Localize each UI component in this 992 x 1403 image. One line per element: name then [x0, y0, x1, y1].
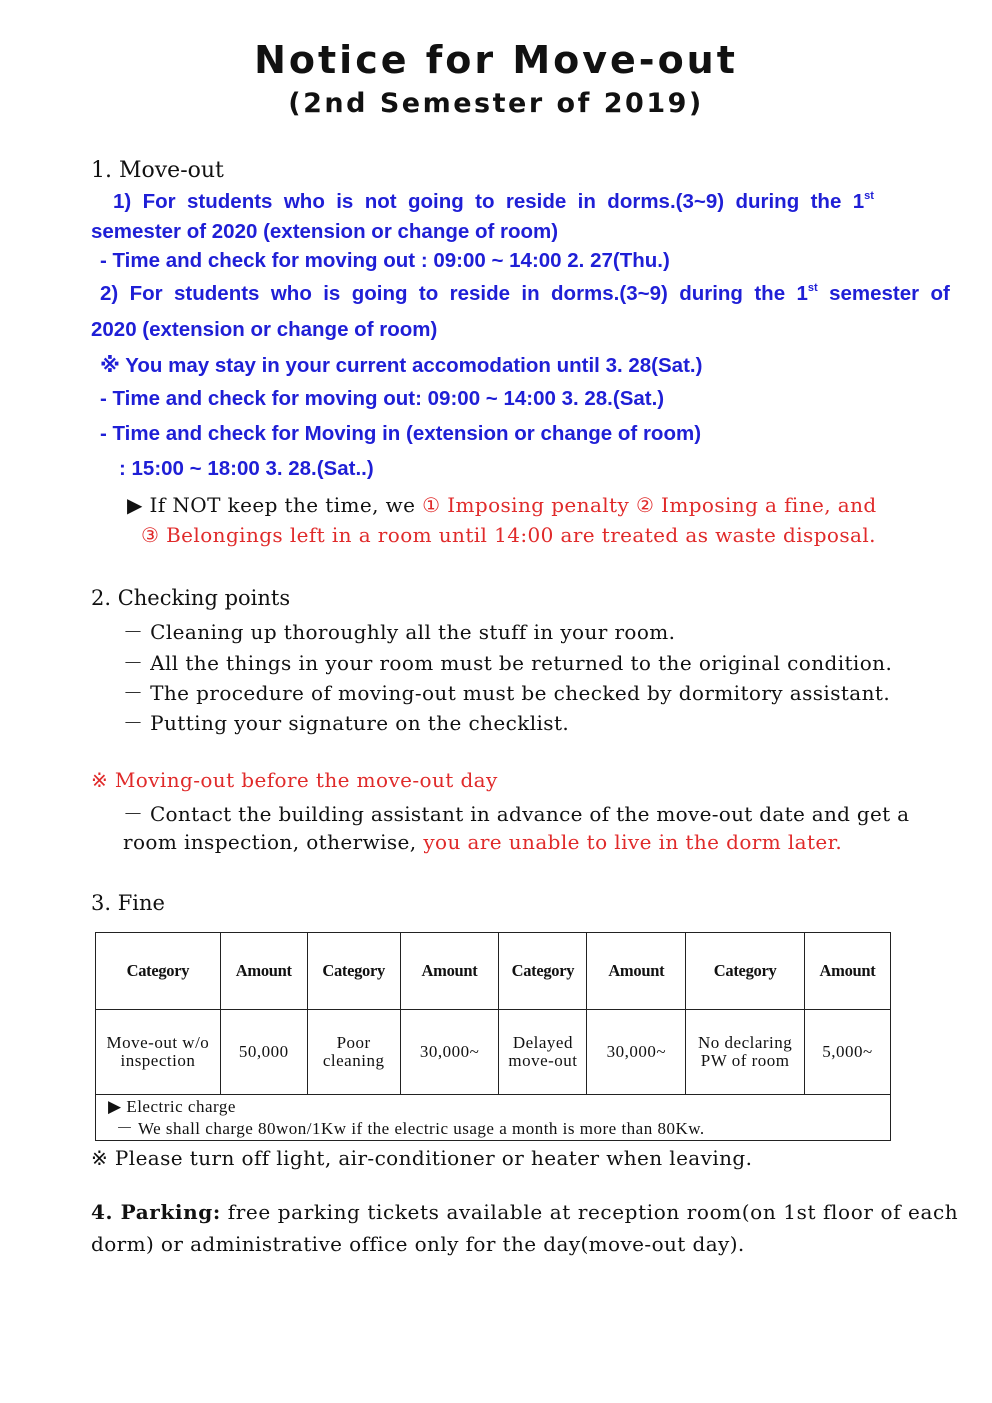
page-title: Notice for Move-out	[254, 38, 738, 82]
turn-off-note: ※ Please turn off light, air-conditioner or heater when leaving.	[91, 1146, 753, 1170]
header-cell: Category	[499, 933, 587, 1010]
item-2-line-1: 2) For students who is going to reside in dorms.(3~9) during the 1st semester of	[100, 282, 950, 305]
fine-amount-cell: 5,000~	[805, 1010, 891, 1095]
electric-charge-row	[96, 1095, 891, 1141]
early-moveout-line-2: room inspection, otherwise, you are unable to live in the dorm later.	[123, 830, 843, 854]
fine-category-cell: Move-out w/o inspection	[96, 1010, 221, 1095]
header-cell: Amount	[220, 933, 307, 1010]
checking-point: － Cleaning up thoroughly all the stuff in your room.	[123, 620, 676, 644]
page-subtitle: (2nd Semester of 2019)	[288, 88, 704, 119]
time-moving-out-2: - Time and check for moving out: 09:00 ~ 14:00 3. 28.(Sat.)	[100, 387, 665, 410]
electric-charge-cell	[96, 1095, 891, 1141]
electric-charge-title: ▶ Electric charge	[108, 1096, 236, 1116]
time-moving-in-hours: : 15:00 ~ 18:00 3. 28.(Sat..)	[119, 457, 374, 480]
parking-line-1: 4. Parking: free parking tickets available at reception room(on 1st floor of each	[91, 1200, 959, 1224]
fine-table	[95, 932, 891, 1141]
time-moving-in: - Time and check for Moving in (extension or change of room)	[100, 422, 702, 445]
fine-category-cell: No declaring PW of room	[686, 1010, 805, 1095]
stay-note: ※ You may stay in your current accomodation until 3. 28(Sat.)	[100, 354, 703, 377]
item-2-line-2: 2020 (extension or change of room)	[91, 318, 438, 341]
header-cell: Amount	[400, 933, 499, 1010]
header-cell: Amount	[805, 933, 891, 1010]
checking-point: － The procedure of moving-out must be checked by dormitory assistant.	[123, 681, 891, 705]
fine-amount-cell: 50,000	[220, 1010, 307, 1095]
fine-category-cell: Poor cleaning	[307, 1010, 400, 1095]
fine-amount-cell: 30,000~	[587, 1010, 686, 1095]
fine-table-header-row	[96, 933, 891, 1010]
item-1-line-1: 1) For students who is not going to reside in dorms.(3~9) during the 1st	[113, 190, 874, 213]
table-row	[96, 1010, 891, 1095]
checking-point: － Putting your signature on the checklist.	[123, 711, 570, 735]
header-cell: Category	[96, 933, 221, 1010]
early-moveout-heading: ※ Moving-out before the move-out day	[91, 768, 498, 792]
early-moveout-line-1: － Contact the building assistant in advance of the move-out date and get a	[123, 802, 910, 826]
section-2-heading: 2. Checking points	[91, 586, 291, 610]
time-moving-out-1: - Time and check for moving out : 09:00 ~ 14:00 2. 27(Thu.)	[100, 249, 670, 272]
header-cell: Category	[307, 933, 400, 1010]
item-1-line-2: semester of 2020 (extension or change of room)	[91, 220, 559, 243]
header-cell: Amount	[587, 933, 686, 1010]
fine-amount-cell: 30,000~	[400, 1010, 499, 1095]
electric-charge-note: － We shall charge 80won/1Kw if the electric usage a month is more than 80Kw.	[116, 1118, 705, 1138]
penalty-warning-line-2: ③ Belongings left in a room until 14:00 are treated as waste disposal.	[141, 523, 876, 547]
fine-category-cell: Delayed move-out	[499, 1010, 587, 1095]
checking-point: － All the things in your room must be returned to the original condition.	[123, 651, 893, 675]
penalty-warning-line-1: ▶ If NOT keep the time, we ① Imposing penalty ② Imposing a fine, and	[127, 493, 877, 517]
section-1-heading: 1. Move-out	[91, 158, 224, 183]
section-3-heading: 3. Fine	[91, 891, 165, 915]
header-cell: Category	[686, 933, 805, 1010]
parking-line-2: dorm) or administrative office only for the day(move-out day).	[91, 1232, 745, 1256]
